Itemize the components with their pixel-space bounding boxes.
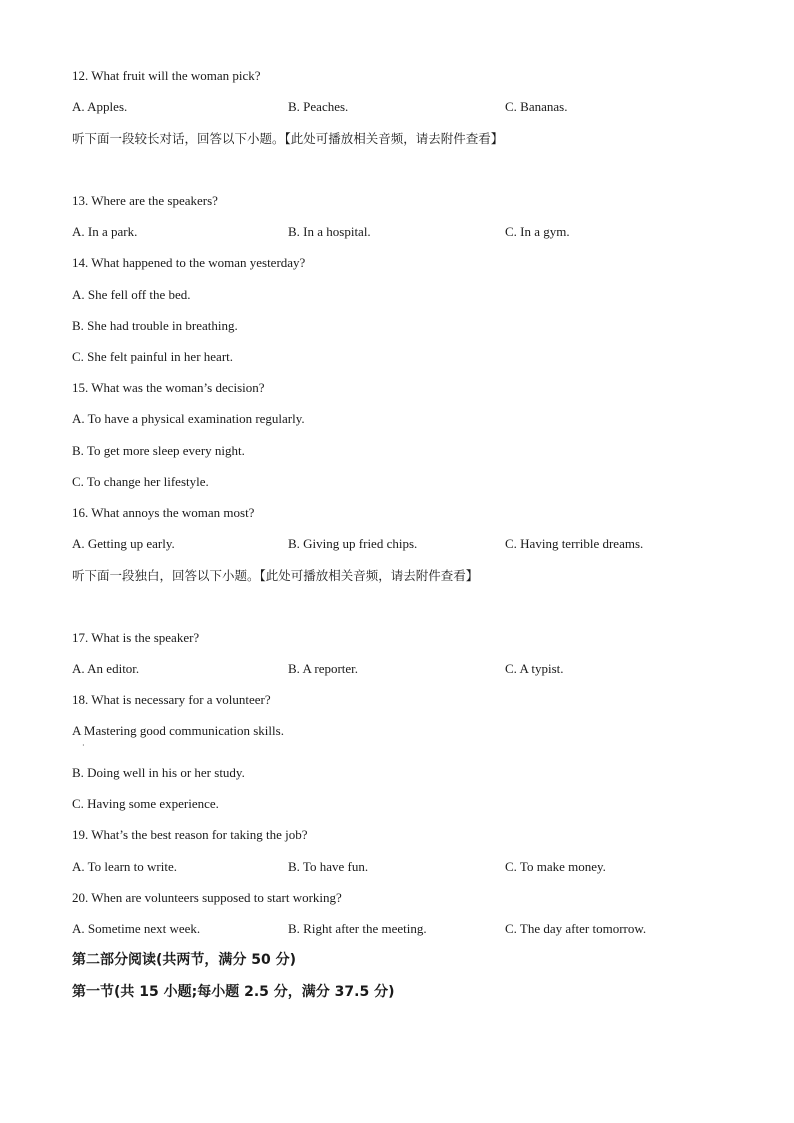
- q16-option-b: B. Giving up fried chips.: [288, 536, 418, 551]
- q12-option-c: C. Bananas.: [505, 99, 568, 114]
- q16-option-c: C. Having terrible dreams.: [505, 536, 644, 551]
- question-16: 16. What annoys the woman most?: [72, 505, 255, 520]
- q19-option-c: C. To make money.: [505, 859, 606, 874]
- q13-option-b: B. In a hospital.: [288, 224, 371, 239]
- question-12: 12. What fruit will the woman pick?: [72, 68, 261, 83]
- question-18: 18. What is necessary for a volunteer?: [72, 692, 271, 707]
- q15-option-b: B. To get more sleep every night.: [72, 443, 245, 458]
- listening-instruction-2: 听下面一段独白，回答以下小题。【此处可播放相关音频，请去附件查看】: [72, 568, 479, 583]
- q18-option-a: A Mastering good communication skills.: [72, 723, 284, 738]
- q19-option-b: B. To have fun.: [288, 859, 369, 874]
- listening-instruction-1: 听下面一段较长对话，回答以下小题。【此处可播放相关音频，请去附件查看】: [72, 131, 504, 146]
- question-15: 15. What was the woman’s decision?: [72, 380, 265, 395]
- q20-option-b: B. Right after the meeting.: [288, 921, 427, 936]
- q12-option-a: A. Apples.: [72, 99, 128, 114]
- question-17: 17. What is the speaker?: [72, 630, 200, 645]
- q17-option-c: C. A typist.: [505, 661, 564, 676]
- question-20: 20. When are volunteers supposed to start working?: [72, 890, 342, 905]
- q18-option-b: B. Doing well in his or her study.: [72, 765, 245, 780]
- q19-option-a: A. To learn to write.: [72, 859, 177, 874]
- q15-option-a: A. To have a physical examination regularly.: [72, 411, 305, 426]
- q14-option-a: A. She fell off the bed.: [72, 287, 191, 302]
- q20-option-a: A. Sometime next week.: [72, 921, 201, 936]
- q13-option-a: A. In a park.: [72, 224, 138, 239]
- q17-option-b: B. A reporter.: [288, 661, 359, 676]
- question-19: 19. What’s the best reason for taking the job?: [72, 827, 308, 842]
- stray-dot: ·: [82, 741, 85, 750]
- section-1-heading: 第一节(共 15 小题;每小题 2.5 分，满分 37.5 分): [72, 984, 395, 1000]
- q20-option-c: C. The day after tomorrow.: [505, 921, 647, 936]
- q18-option-c: C. Having some experience.: [72, 796, 219, 811]
- q17-option-a: A. An editor.: [72, 661, 140, 676]
- q16-option-a: A. Getting up early.: [72, 536, 175, 551]
- q14-option-c: C. She felt painful in her heart.: [72, 349, 234, 364]
- question-14: 14. What happened to the woman yesterday?: [72, 255, 306, 270]
- question-13: 13. Where are the speakers?: [72, 193, 218, 208]
- q15-option-c: C. To change her lifestyle.: [72, 474, 209, 489]
- part-2-heading: 第二部分阅读(共两节，满分 50 分): [72, 952, 297, 968]
- q13-option-c: C. In a gym.: [505, 224, 570, 239]
- q14-option-b: B. She had trouble in breathing.: [72, 318, 238, 333]
- q12-option-b: B. Peaches.: [288, 99, 349, 114]
